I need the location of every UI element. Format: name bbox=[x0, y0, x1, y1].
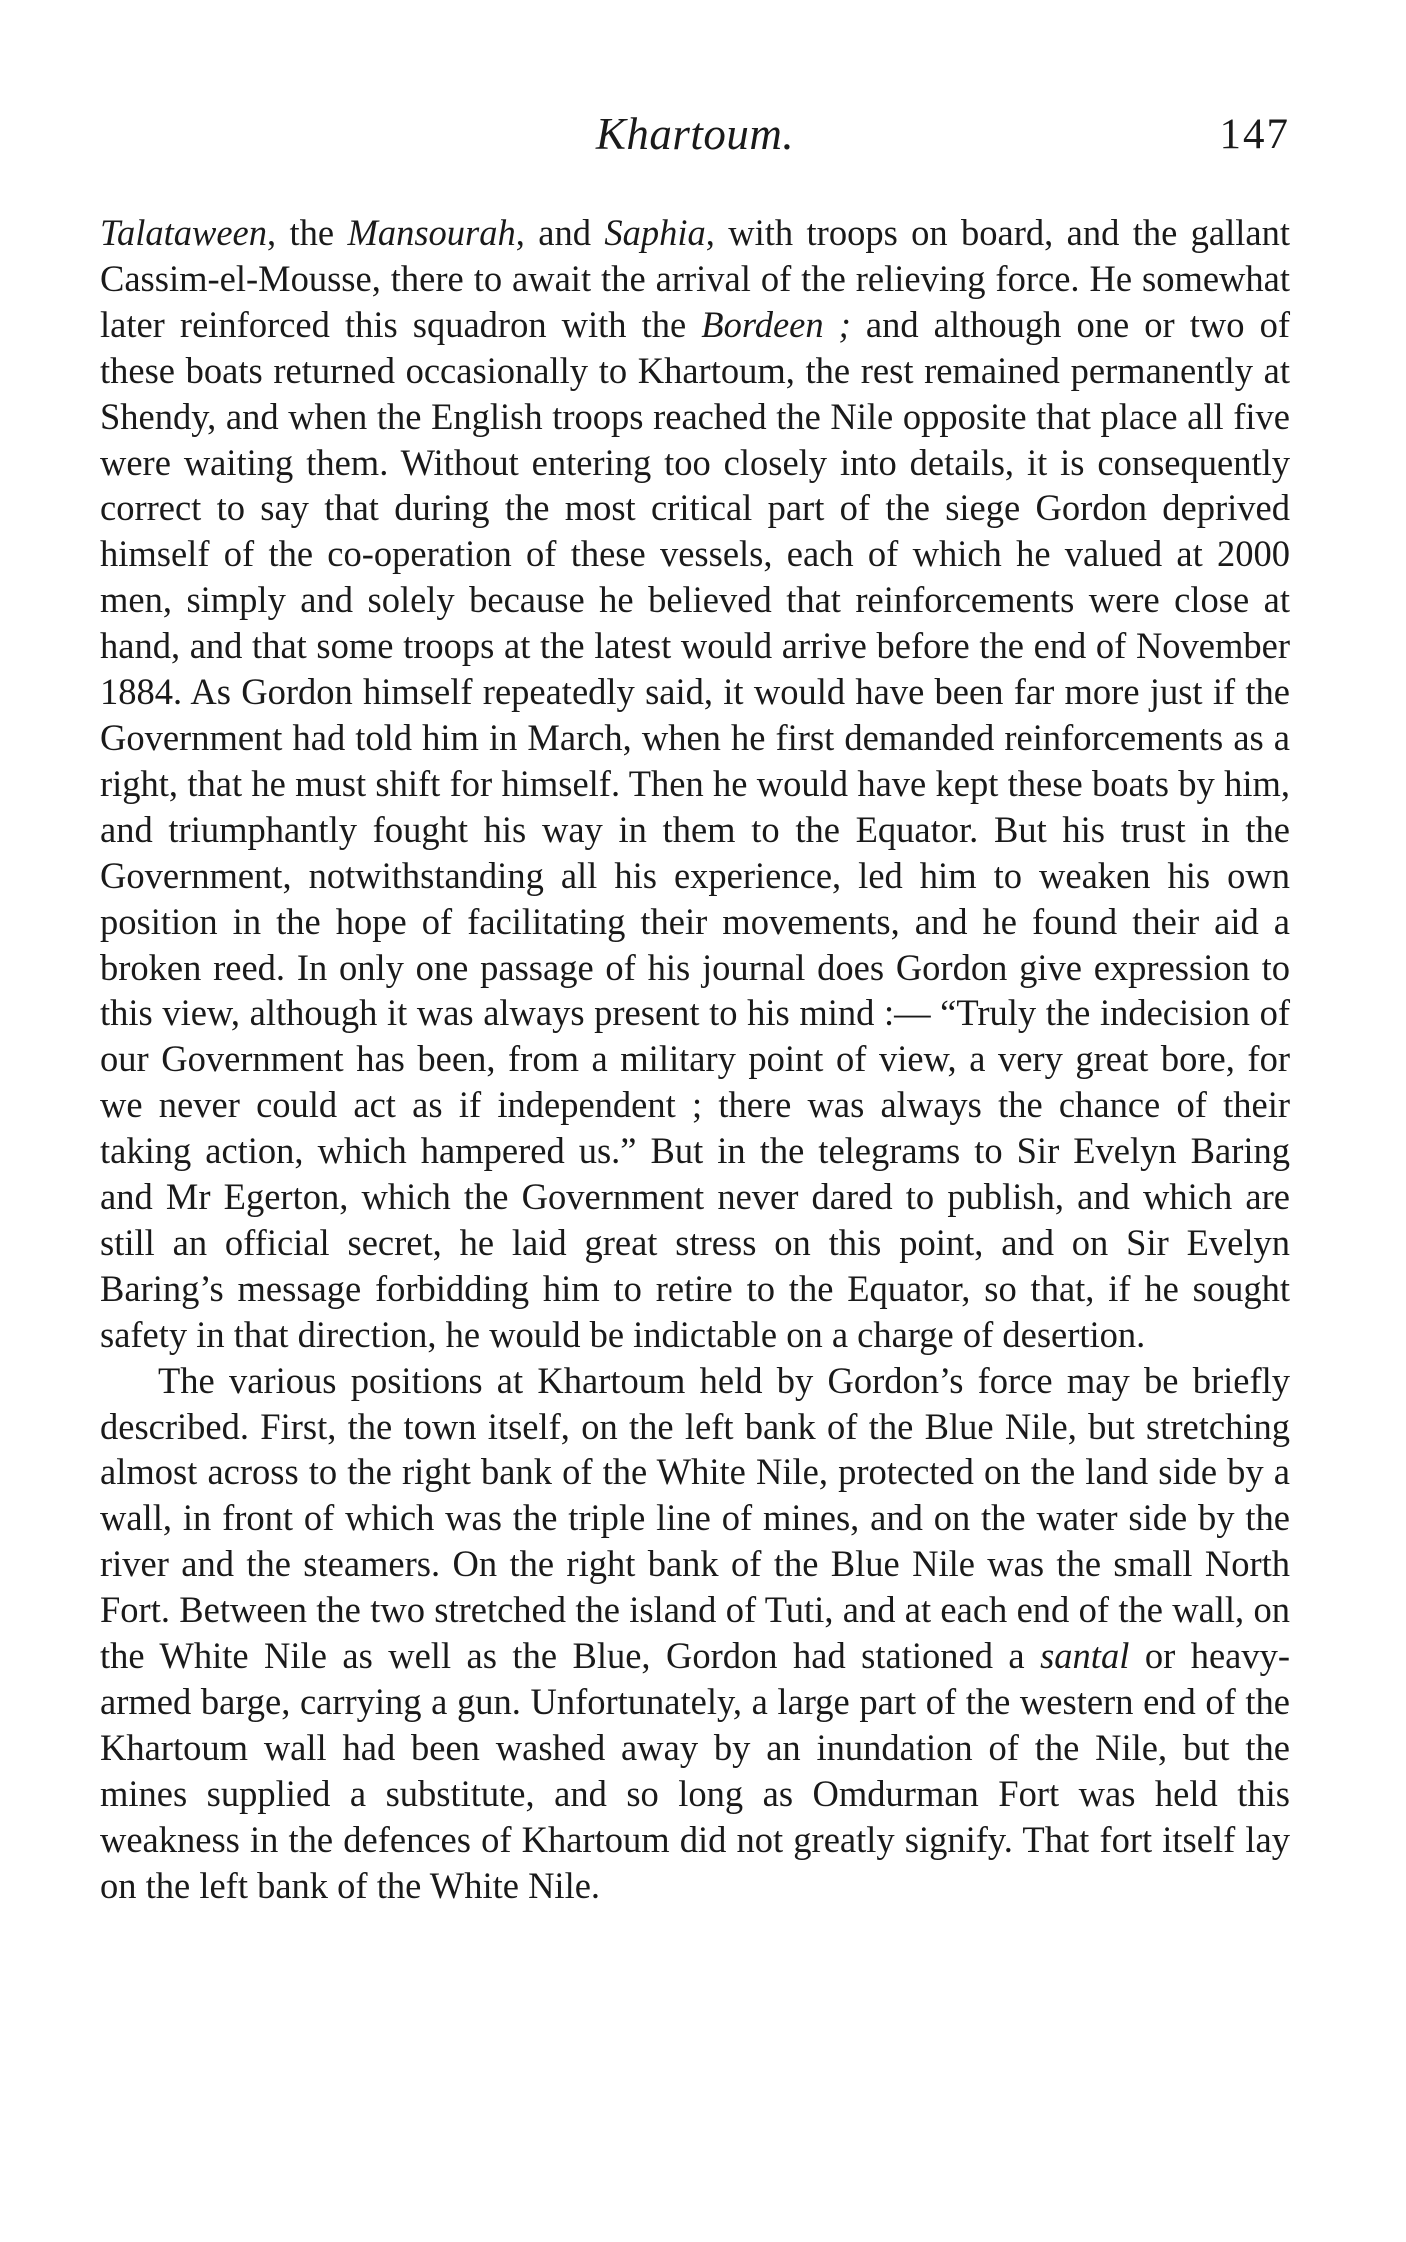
text-segment: Talataween bbox=[100, 212, 267, 253]
page-number: 147 bbox=[1219, 111, 1290, 158]
text-segment: , and bbox=[515, 212, 605, 253]
paragraph bbox=[100, 210, 1290, 1358]
body-text bbox=[100, 210, 1290, 1909]
text-segment: , the bbox=[266, 212, 348, 253]
running-title: Khartoum. bbox=[595, 109, 795, 159]
text-segment: The various positions at Khartoum held by Gordon’s force may be briefly described. First, the town itself, on the left bank of the Blue Nile, but stretching almost across to the right bank of the White Nile, protected on the land side by a wall, in front of which was the triple line of mines, and on the water side by the river and the steamers. On the right bank of the Blue Nile was the small North Fort. Between the two stretched the island of Tuti, and at each end of the wall, on the White Nile as well as the Blue, Gordon had stationed a bbox=[100, 1359, 1290, 1677]
text-segment: Saphia bbox=[604, 212, 706, 253]
text-segment: Bordeen ; bbox=[701, 303, 851, 345]
text-segment: Mansourah bbox=[347, 212, 516, 253]
text-segment: or heavy-armed barge, carrying a gun. Unfortunately, a large part of the western end of the Khartoum wall had been washed away by an inundation of the Nile, but the mines supplied a substitute, and so long as Omdurman Fort was held this weakness in the defences of Khartoum did not greatly signify. That fort itself lay on the left bank of the White Nile. bbox=[100, 1635, 1290, 1906]
text-segment: santal bbox=[1040, 1635, 1130, 1677]
page-header bbox=[100, 108, 1290, 168]
text-segment: and although one or two of these boats returned occasionally to Khartoum, the rest remained permanently at Shendy, and when the English troops reached the Nile opposite that place all five were waiting them. Without entering too closely into details, it is consequently correct to say that during the most critical part of the siege Gordon deprived himself of the co-operation of these vessels, each of which he valued at 2000 men, simply and solely because he believed that reinforcements were close at hand, and that some troops at the latest would arrive before the end of November 1884. As Gordon himself repeatedly said, it would have been far more just if the Government had told him in March, when he first demanded reinforcements as a right, that he must shift for himself. Then he would have kept these boats by him, and triumphantly fought his way in them to the Equator. But his trust in the Government, notwithstanding all his experience, led him to weaken his own position in the hope of facilitating their movements, and he found their aid a broken reed. In only one passage of his journal does Gordon give expression to this view, although it was always present to his mind :— “Truly the indecision of our Government has been, from a military point of view, a very great bore, for we never could act as if independent ; there was always the chance of their taking action, which hampered us.” But in the telegrams to Sir Evelyn Baring and Mr Egerton, which the Government never dared to publish, and which are still an official secret, he laid great stress on this point, and on Sir Evelyn Baring’s message forbidding him to retire to the Equator, so that, if he sought safety in that direction, he would be indictable on a charge of desertion. bbox=[100, 303, 1290, 1355]
text-segment: , with troops on board, and the gallant Cassim-el-Mousse, there to await the arrival of the relieving force. He somewhat later reinforced this squadron with the bbox=[100, 212, 1290, 345]
paragraph bbox=[100, 1358, 1290, 1909]
